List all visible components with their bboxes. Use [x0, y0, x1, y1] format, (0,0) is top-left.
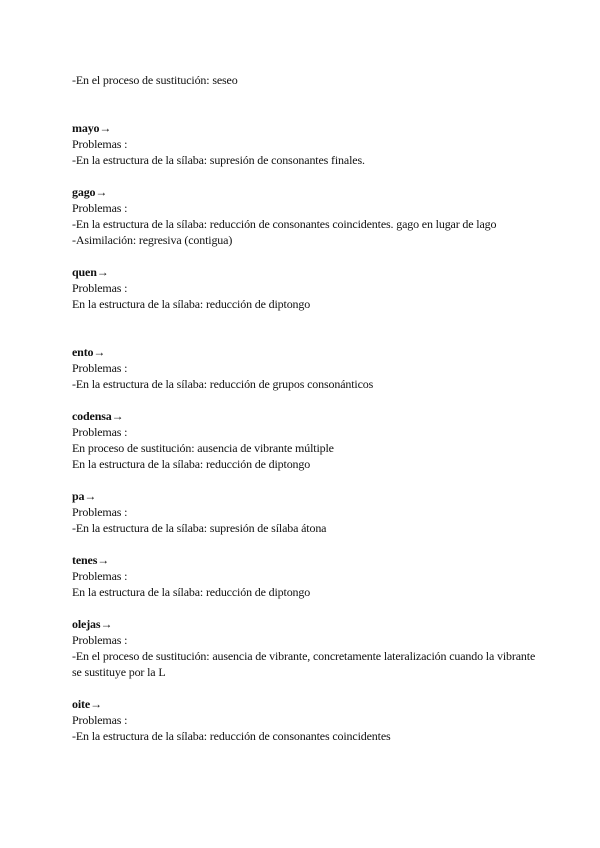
spacer [72, 472, 542, 488]
entry-word: olejas [72, 617, 101, 631]
spacer [72, 392, 542, 408]
entry-oite [72, 696, 542, 744]
entry-word: ento [72, 345, 94, 359]
entry-olejas [72, 616, 542, 680]
spacer [72, 168, 542, 184]
arrow-icon: → [84, 489, 97, 503]
problem-line: En la estructura de la sílaba: reducción de diptongo [72, 457, 311, 471]
problem-line: -Asimilación: regresiva (contigua) [72, 233, 233, 247]
problem-line: En la estructura de la sílaba: reducción de diptongo [72, 297, 311, 311]
arrow-icon: → [93, 345, 106, 359]
problems-label: Problemas : [72, 361, 128, 375]
entry-ento [72, 344, 542, 392]
problem-line: -En la estructura de la sílaba: supresión de sílaba átona [72, 521, 327, 535]
entry-heading [72, 264, 542, 280]
entry-word: mayo [72, 121, 100, 135]
entry-gago [72, 184, 542, 248]
problem-line: En proceso de sustitución: ausencia de vibrante múltiple [72, 441, 334, 455]
spacer [72, 88, 542, 120]
problems-label: Problemas : [72, 713, 128, 727]
spacer [72, 536, 542, 552]
problems-label: Problemas : [72, 201, 128, 215]
problem-line: En la estructura de la sílaba: reducción de diptongo [72, 585, 311, 599]
entry-heading [72, 616, 542, 632]
entry-word: tenes [72, 553, 98, 567]
problem-line: -En la estructura de la sílaba: reducción de consonantes coincidentes. gago en lugar de lago [72, 217, 497, 231]
entry-heading [72, 120, 542, 136]
problem-line: -En la estructura de la sílaba: reducción de grupos consonánticos [72, 377, 374, 391]
entry-word: pa [72, 489, 85, 503]
arrow-icon: → [97, 553, 110, 567]
spacer [72, 312, 542, 344]
entry-pa [72, 488, 542, 536]
entry-tenes [72, 552, 542, 600]
spacer [72, 680, 542, 696]
arrow-icon: → [111, 409, 124, 423]
intro-text: -En el proceso de sustitución: seseo [72, 73, 238, 87]
entry-heading [72, 184, 542, 200]
arrow-icon: → [95, 185, 108, 199]
arrow-icon: → [100, 617, 113, 631]
problems-label: Problemas : [72, 137, 128, 151]
problems-label: Problemas : [72, 505, 128, 519]
entry-word: oite [72, 697, 91, 711]
entry-heading [72, 488, 542, 504]
document-page [72, 72, 542, 744]
problems-label: Problemas : [72, 569, 128, 583]
entry-heading [72, 696, 542, 712]
entry-heading [72, 344, 542, 360]
arrow-icon: → [96, 265, 109, 279]
problems-label: Problemas : [72, 281, 128, 295]
arrow-icon: → [90, 697, 102, 711]
problem-line: -En la estructura de la sílaba: reducción de consonantes coincidentes [72, 729, 391, 743]
arrow-icon: → [99, 121, 112, 135]
problems-label: Problemas : [72, 425, 128, 439]
spacer [72, 600, 542, 616]
problems-label: Problemas : [72, 633, 128, 647]
entry-quen [72, 264, 542, 312]
spacer [72, 248, 542, 264]
entry-codensa [72, 408, 542, 472]
entry-heading [72, 408, 542, 424]
problem-line: -En el proceso de sustitución: ausencia de vibrante, concretamente lateralización cuando la vibrante se sustituye por la L [72, 649, 536, 679]
entry-word: codensa [72, 409, 112, 423]
entry-word: quen [72, 265, 97, 279]
entry-word: gago [72, 185, 96, 199]
entry-mayo [72, 120, 542, 168]
entry-heading [72, 552, 542, 568]
problem-line: -En la estructura de la sílaba: supresión de consonantes finales. [72, 153, 365, 167]
